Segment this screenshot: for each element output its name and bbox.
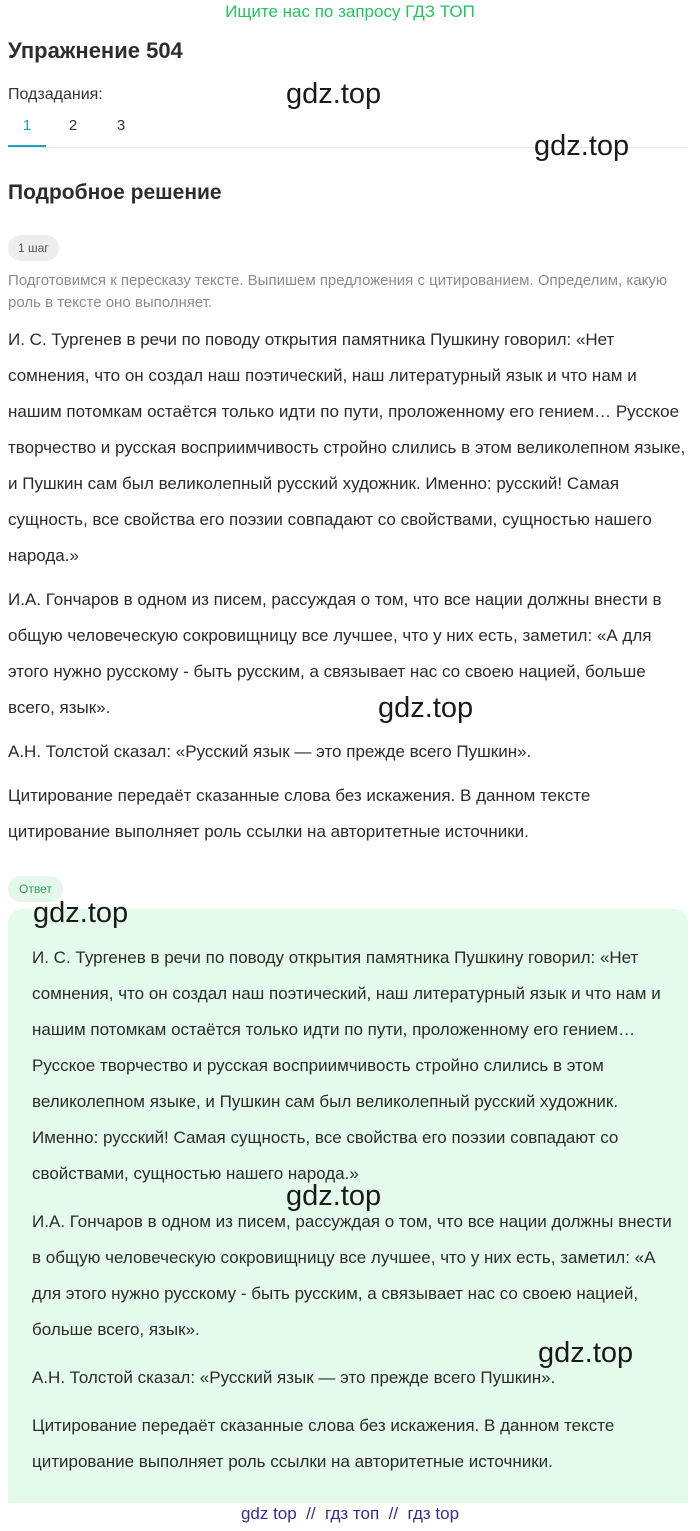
watermark: gdz.top	[33, 897, 129, 929]
watermark: gdz.top	[538, 1337, 634, 1369]
subtasks-label: Подзадания:	[8, 86, 103, 103]
solution-paragraph: А.Н. Толстой сказал: «Русский язык — это прежде всего Пушкин».	[8, 742, 532, 761]
tab-3[interactable]: 3	[116, 117, 126, 134]
answer-paragraph: И. С. Тургенев в речи по поводу открытия памятника Пушкину говорил: «Нет сомнения, что он создал наш поэтический, наш литературный язык и что нам и нашим потомкам остаётся только идти по пути, проложенному его гением… Русское творчество и русская восприимчивость стройно слились в этом великолепном языке, и Пушкин сам был великолепный русский художник. Именно: русский! Самая сущность, все свойства его поэзии совпадают со свойствами, сущностью нашего народа.»	[32, 948, 661, 1183]
solution-paragraph: Цитирование передаёт сказанные слова без искажения. В данном тексте цитирование выполняет роль ссылки на авторитетные источники.	[8, 786, 591, 841]
solution-paragraph: И. С. Тургенев в речи по поводу открытия памятника Пушкину говорил: «Нет сомнения, что он создал наш поэтический, наш литературный язык и что нам и нашим потомкам остаётся только идти по пути, проложенному его гением… Русское творчество и русская восприимчивость стройно слились в этом великолепном языке, и Пушкин сам был великолепный русский художник. Именно: русский! Самая сущность, все свойства его поэзии совпадают со свойствами, сущностью нашего народа.»	[8, 330, 686, 565]
answer-paragraph: Цитирование передаёт сказанные слова без искажения. В данном тексте цитирование выполняет роль ссылки на авторитетные источники.	[32, 1416, 615, 1471]
answer-paragraph: И.А. Гончаров в одном из писем, рассуждая о том, что все нации должны внести в общую человеческую сокровищницу все лучшее, что у них есть, заметил: «А для этого нужно русскому - быть русским, а связывает нас со своею нацией, больше всего, язык».	[32, 1212, 672, 1339]
solution-paragraph: И.А. Гончаров в одном из писем, рассуждая о том, что все нации должны внести в общую человеческую сокровищницу все лучшее, что у них есть, заметил: «А для этого нужно русскому - быть русским, а связывает нас со своею нацией, больше всего, язык».	[8, 590, 662, 717]
section-title: Подробное решение	[8, 181, 222, 204]
page-title: Упражнение 504	[8, 38, 183, 63]
watermark: gdz.top	[286, 1180, 382, 1212]
step-badge: 1 шаг	[8, 235, 59, 261]
tab-1[interactable]: 1	[8, 116, 46, 147]
step-hint: Подготовимся к пересказу тексте. Выпишем предложения с цитированием. Определим, какую роль в тексте оно выполняет.	[8, 272, 668, 311]
watermark: gdz.top	[534, 130, 630, 162]
tab-2[interactable]: 2	[68, 117, 78, 134]
answer-badge: Ответ	[8, 876, 63, 902]
top-banner: Ищите нас по запросу ГДЗ ТОП	[225, 2, 475, 21]
answer-paragraph: А.Н. Толстой сказал: «Русский язык — это прежде всего Пушкин».	[32, 1368, 556, 1387]
watermark: gdz.top	[286, 78, 382, 110]
solution-text	[8, 322, 688, 858]
footer-links: gdz top // гдз топ // гдз top	[240, 1504, 460, 1523]
watermark: gdz.top	[378, 692, 474, 724]
